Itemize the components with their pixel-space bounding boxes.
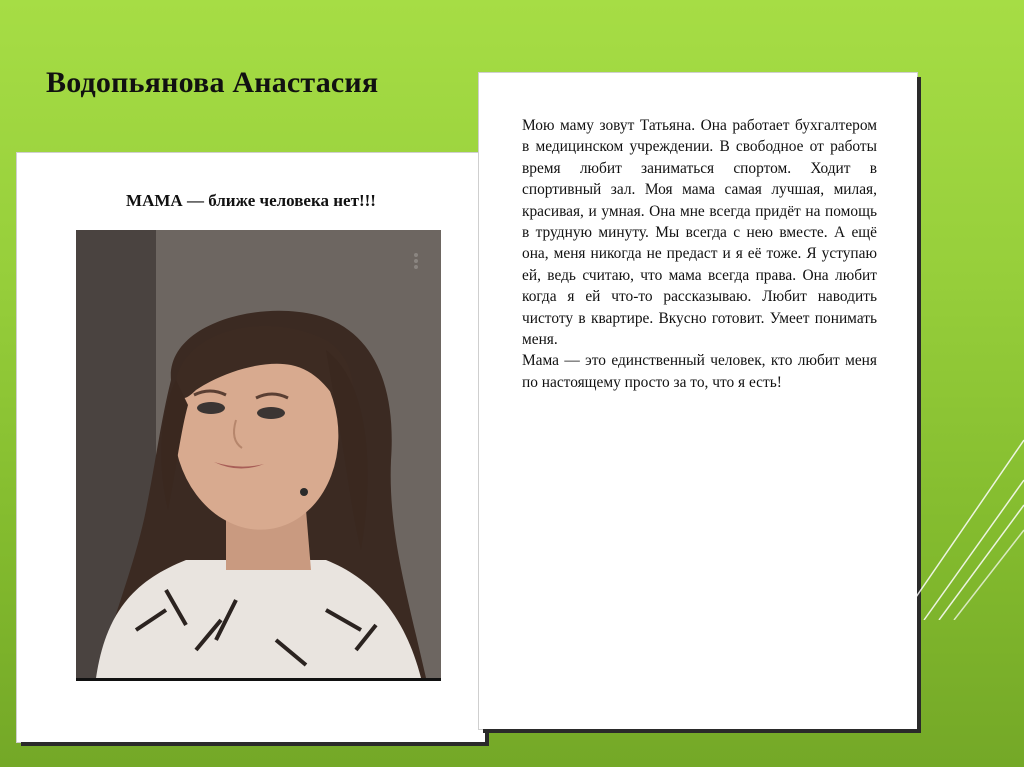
right-page xyxy=(479,73,917,729)
slide-title: Водопьянова Анастасия xyxy=(46,66,379,99)
essay-paragraph-1: Мою маму зовут Татьяна. Она работает бухгалтером в медицинском учреждении. В свободное от работы время любит заниматься спортом. Ходит в спортивный зал. Моя мама самая лучшая, милая, красивая, и умная. Она мне всегда придёт на помощь в трудную минуту. Мы всегда с нею вместе. А ещё она, меня никогда не предаст и я её тоже. Я уступаю ей, ведь считаю, что мама всегда права. Она любит когда я ей что-то рассказываю. Любит наводить чистоту в квартире. Вкусно готовит. Умеет понимать меня. xyxy=(522,117,877,349)
left-page xyxy=(17,153,485,742)
essay-text xyxy=(522,115,877,393)
page-heading: МАМА — ближе человека нет!!! xyxy=(126,191,376,210)
decorative-lines xyxy=(914,420,1024,620)
portrait-illustration xyxy=(76,230,441,678)
portrait-photo xyxy=(76,230,441,681)
essay-paragraph-2: Мама — это единственный человек, кто любит меня по настоящему просто за то, что я есть! xyxy=(522,352,877,391)
